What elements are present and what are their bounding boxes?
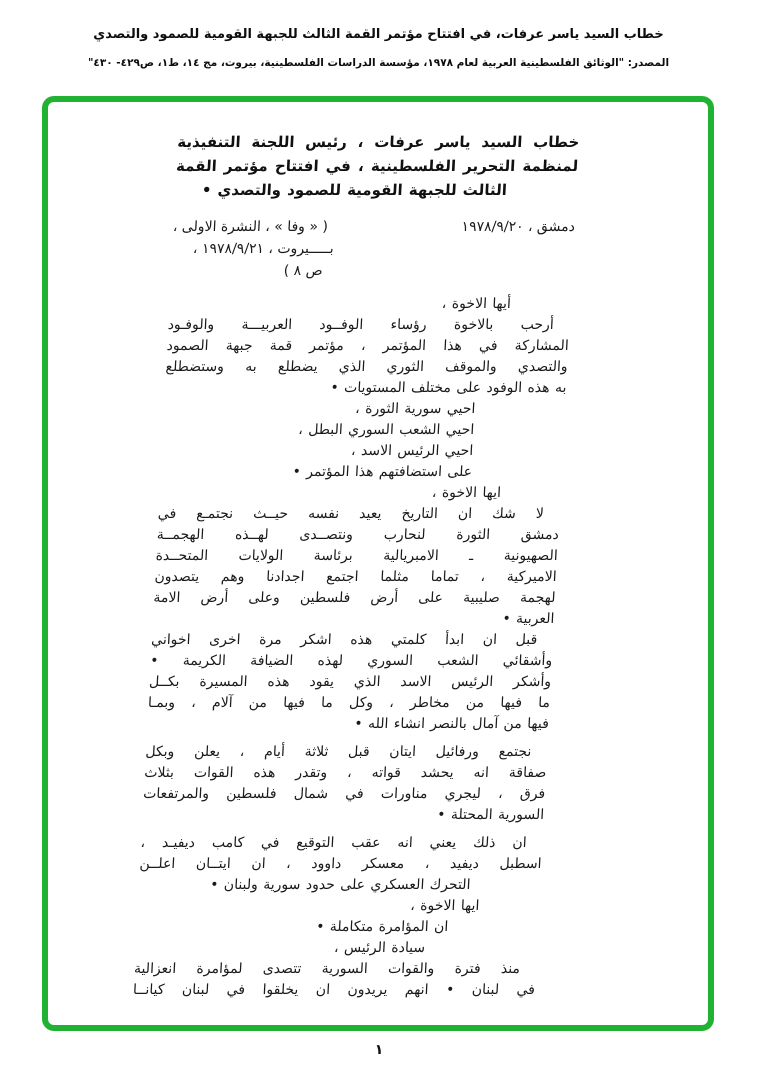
text-line: احيي الشعب السوري البطل ، [297,422,475,438]
dateline-line2: بـــــيروت ، ١٩٧٨/٩/٢١ ، [192,241,335,257]
text-line: الصهيونية ـ الامبريالية برئاسة الولايات المتحــدة [155,548,559,564]
text-line: منذ فترة والقوات السورية تتصدى لمؤامرة انعزالية [133,961,521,977]
text-line: في لبنان • انهم يريدون ان يخلقوا في لبنان كيانــا [132,982,536,998]
text-line: سيادة الرئيس ، [333,940,426,956]
text-line: به هذه الوفود على مختلف المستويات • [329,380,567,396]
text-line: المشاركة في هذا المؤتمر ، مؤتمر قمة جبهة الصمود [166,338,570,354]
text-line: العربية • [501,611,555,627]
paragraph [152,504,561,630]
dateline-row [172,216,575,238]
dateline-city-date: دمشق ، ١٩٧٨/٩/٢٠ [461,219,576,235]
text-line: احيي سورية الثورة ، [354,401,476,417]
scanned-document [132,130,580,1001]
text-line: احيي الرئيس الاسد ، [350,443,474,459]
text-line: على استضافتهم هذا المؤتمر • [292,464,473,480]
text-line: والتصدي والموقف الثوري الذي يضطلع به وستضطلع [165,359,568,375]
text-line: أرحب بالاخوة رؤساء الوفــود العربيـــة والوفـود [167,317,555,333]
text-line: لا شك ان التاريخ يعيد نفسه حيــث نجتمـع في [157,506,545,522]
text-line: ايها الاخوة ، [409,898,480,914]
page-number: ١ [374,1042,384,1058]
paragraph [158,483,561,504]
paragraph [137,896,540,917]
text-line: ما فيها من مخاطر ، وكل ما فيها من آلام ، وبمـا [147,695,551,711]
text-line: وأشكر الرئيس الاسد الذي يقود هذه المسيرة بكــل [148,674,552,690]
document-body [132,294,571,1001]
header [51,26,706,71]
scan-frame [42,96,714,1031]
paragraph [142,742,548,826]
document-title-block [174,130,580,202]
text-line: وأشقائي الشعب السوري لهذه الضيافة الكريمة • [149,653,553,669]
paragraph [160,462,563,483]
paragraph [132,959,536,1001]
text-line: لمنظمة التحرير الفلسطينية ، في افتتاح مؤتمر القمة [175,157,579,175]
text-line: دمشق الثورة لنحارب ونتصــدى لهــذه الهجمــة [156,527,560,543]
text-line: السورية المحتلة • [436,807,545,823]
paragraph [163,399,566,420]
text-line: الاميركية ، تماما مثلما اجتمع اجدادنا وهم يتصدون [154,569,557,585]
paragraph [162,420,565,441]
text-line: فيها من آمال بالنصر انشاء الله • [353,716,550,732]
header-source-line: المصدر: "الوثائق الفلسطينية العربية لعام ١٩٧٨، مؤسسة الدراسات الفلسطينية، بيروت، مج ١٤، ط١، ص٤٢٩- ٤٣٠" [87,57,670,69]
paragraph [135,938,538,959]
header-title: خطاب السيد ياسر عرفات، في افتتاح مؤتمر القمة الثالث للجبهة القومية للصمود والتصدي [93,27,664,42]
dateline-block [170,216,575,282]
text-line: ان المؤامرة متكاملة • [315,919,449,935]
dateline-agency: ( « وفا » ، النشرة الاولى ، [172,219,329,235]
paragraph [164,315,570,399]
text-line: لهجمة صليبية على أرض فلسطين وعلى أرض الامة [153,590,556,606]
text-line: فرق ، ليجري مناورات في شمال فلسطين والمرتفعات [142,786,546,802]
text-line: اسطبل ديفيد ، معسكر داوود ، ان ايتــان اعلــن [139,856,542,872]
paragraph [161,441,564,462]
text-line: قبل ان ابدأ كلمتي هذه اشكر مرة اخرى اخواني [150,632,538,648]
text-line: نجتمع ورفائيل ايتان قبل ثلاثة أيام ، يعلن وبكل [144,744,532,760]
paragraph [168,294,571,315]
text-line: ايها الاخوة ، [431,485,502,501]
paragraph [146,630,554,735]
text-line: الثالث للجبهة القومية للصمود والتصدي • [201,181,508,199]
dateline-line3: ص ٨ ) [283,263,324,279]
text-line: صفاقة انه يحشد قواته ، وتقدر هذه القوات بثلاث [143,765,547,781]
paragraph [138,833,543,896]
text-line: التحرك العسكري على حدود سورية ولبنان • [209,877,471,893]
text-line: ان ذلك يعني انه عقب التوقيع في كامب ديفيـد ، [140,835,528,851]
paragraph [136,917,539,938]
text-line: أيها الاخوة ، [441,296,512,312]
text-line: خطاب السيد ياسر عرفات ، رئيس اللجنة التنفيذية [176,133,580,151]
